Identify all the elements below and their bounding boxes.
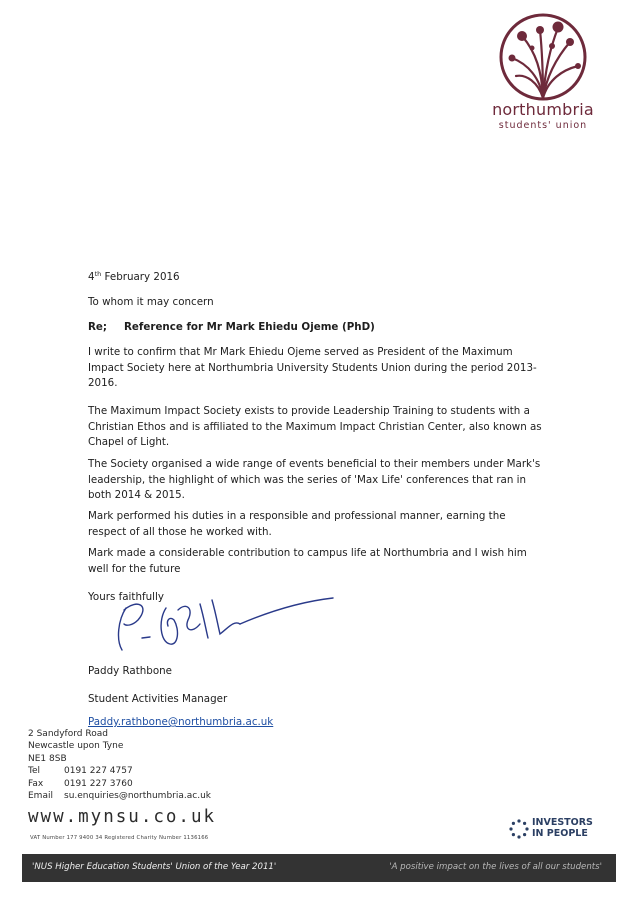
footer-tagline: 'A positive impact on the lives of all our students' bbox=[389, 862, 602, 872]
email-row: Email su.enquiries@northumbria.ac.uk bbox=[28, 791, 211, 802]
address-line: Newcastle upon Tyne bbox=[28, 741, 124, 752]
footer-award-text: 'NUS Higher Education Students' Union of the Year 2011' bbox=[32, 862, 277, 872]
letter-date: 4th February 2016 bbox=[88, 270, 180, 283]
address-line: NE1 8SB bbox=[28, 753, 67, 764]
signer-title: Student Activities Manager bbox=[88, 693, 228, 705]
closing: Yours faithfully bbox=[88, 591, 164, 603]
salutation: To whom it may concern bbox=[88, 296, 214, 308]
subject-line: Re; Reference for Mr Mark Ehiedu Ojeme (PhD) bbox=[88, 321, 375, 333]
signer-name: Paddy Rathbone bbox=[88, 665, 172, 677]
paragraph-1: I write to confirm that Mr Mark Ehiedu Ojeme served as President of the Maximum Impact Society here at Northumbria University Students Union during the period 2013-2016. bbox=[88, 346, 537, 390]
paragraph-4: Mark performed his duties in a responsible and professional manner, earning the respect of all those he worked with. bbox=[88, 510, 506, 538]
address-block bbox=[28, 728, 211, 802]
address-line: 2 Sandyford Road bbox=[28, 729, 108, 739]
paragraph-2: The Maximum Impact Society exists to provide Leadership Training to students with a Christian Ethos and is affiliated to the Maximum Impact Christian Center, also known as Chapel of Light. bbox=[88, 405, 542, 449]
paragraph-3: The Society organised a wide range of events beneficial to their members under Mark's leadership, the highlight of which was the series of 'Max Life' conferences that ran in both 2014 & 2015. bbox=[88, 458, 541, 502]
handwritten-signature bbox=[108, 590, 338, 664]
investors-line-2: IN PEOPLE bbox=[532, 827, 588, 839]
dandelion-icon bbox=[498, 12, 588, 102]
vat-charity-line: VAT Number 177 9400 34 Registered Charity Number 1136166 bbox=[30, 835, 209, 841]
tel-row: Tel 0191 227 4757 bbox=[28, 766, 133, 777]
northumbria-logo bbox=[488, 12, 598, 131]
investors-in-people-logo bbox=[508, 817, 593, 844]
investors-line-1: INVESTORS bbox=[532, 817, 593, 828]
signer-email-link[interactable]: Paddy.rathbone@northumbria.ac.uk bbox=[88, 716, 274, 728]
fax-row: Fax 0191 227 3760 bbox=[28, 778, 133, 789]
footer-bar bbox=[22, 854, 616, 882]
brand-subtitle: students' union bbox=[498, 120, 588, 131]
paragraph-5: Mark made a considerable contribution to campus life at Northumbria and I wish him well for the future bbox=[88, 547, 527, 575]
website-url[interactable]: www.mynsu.co.uk bbox=[28, 807, 217, 827]
brand-name: northumbria bbox=[492, 100, 594, 119]
investors-in-people-icon bbox=[508, 818, 530, 840]
